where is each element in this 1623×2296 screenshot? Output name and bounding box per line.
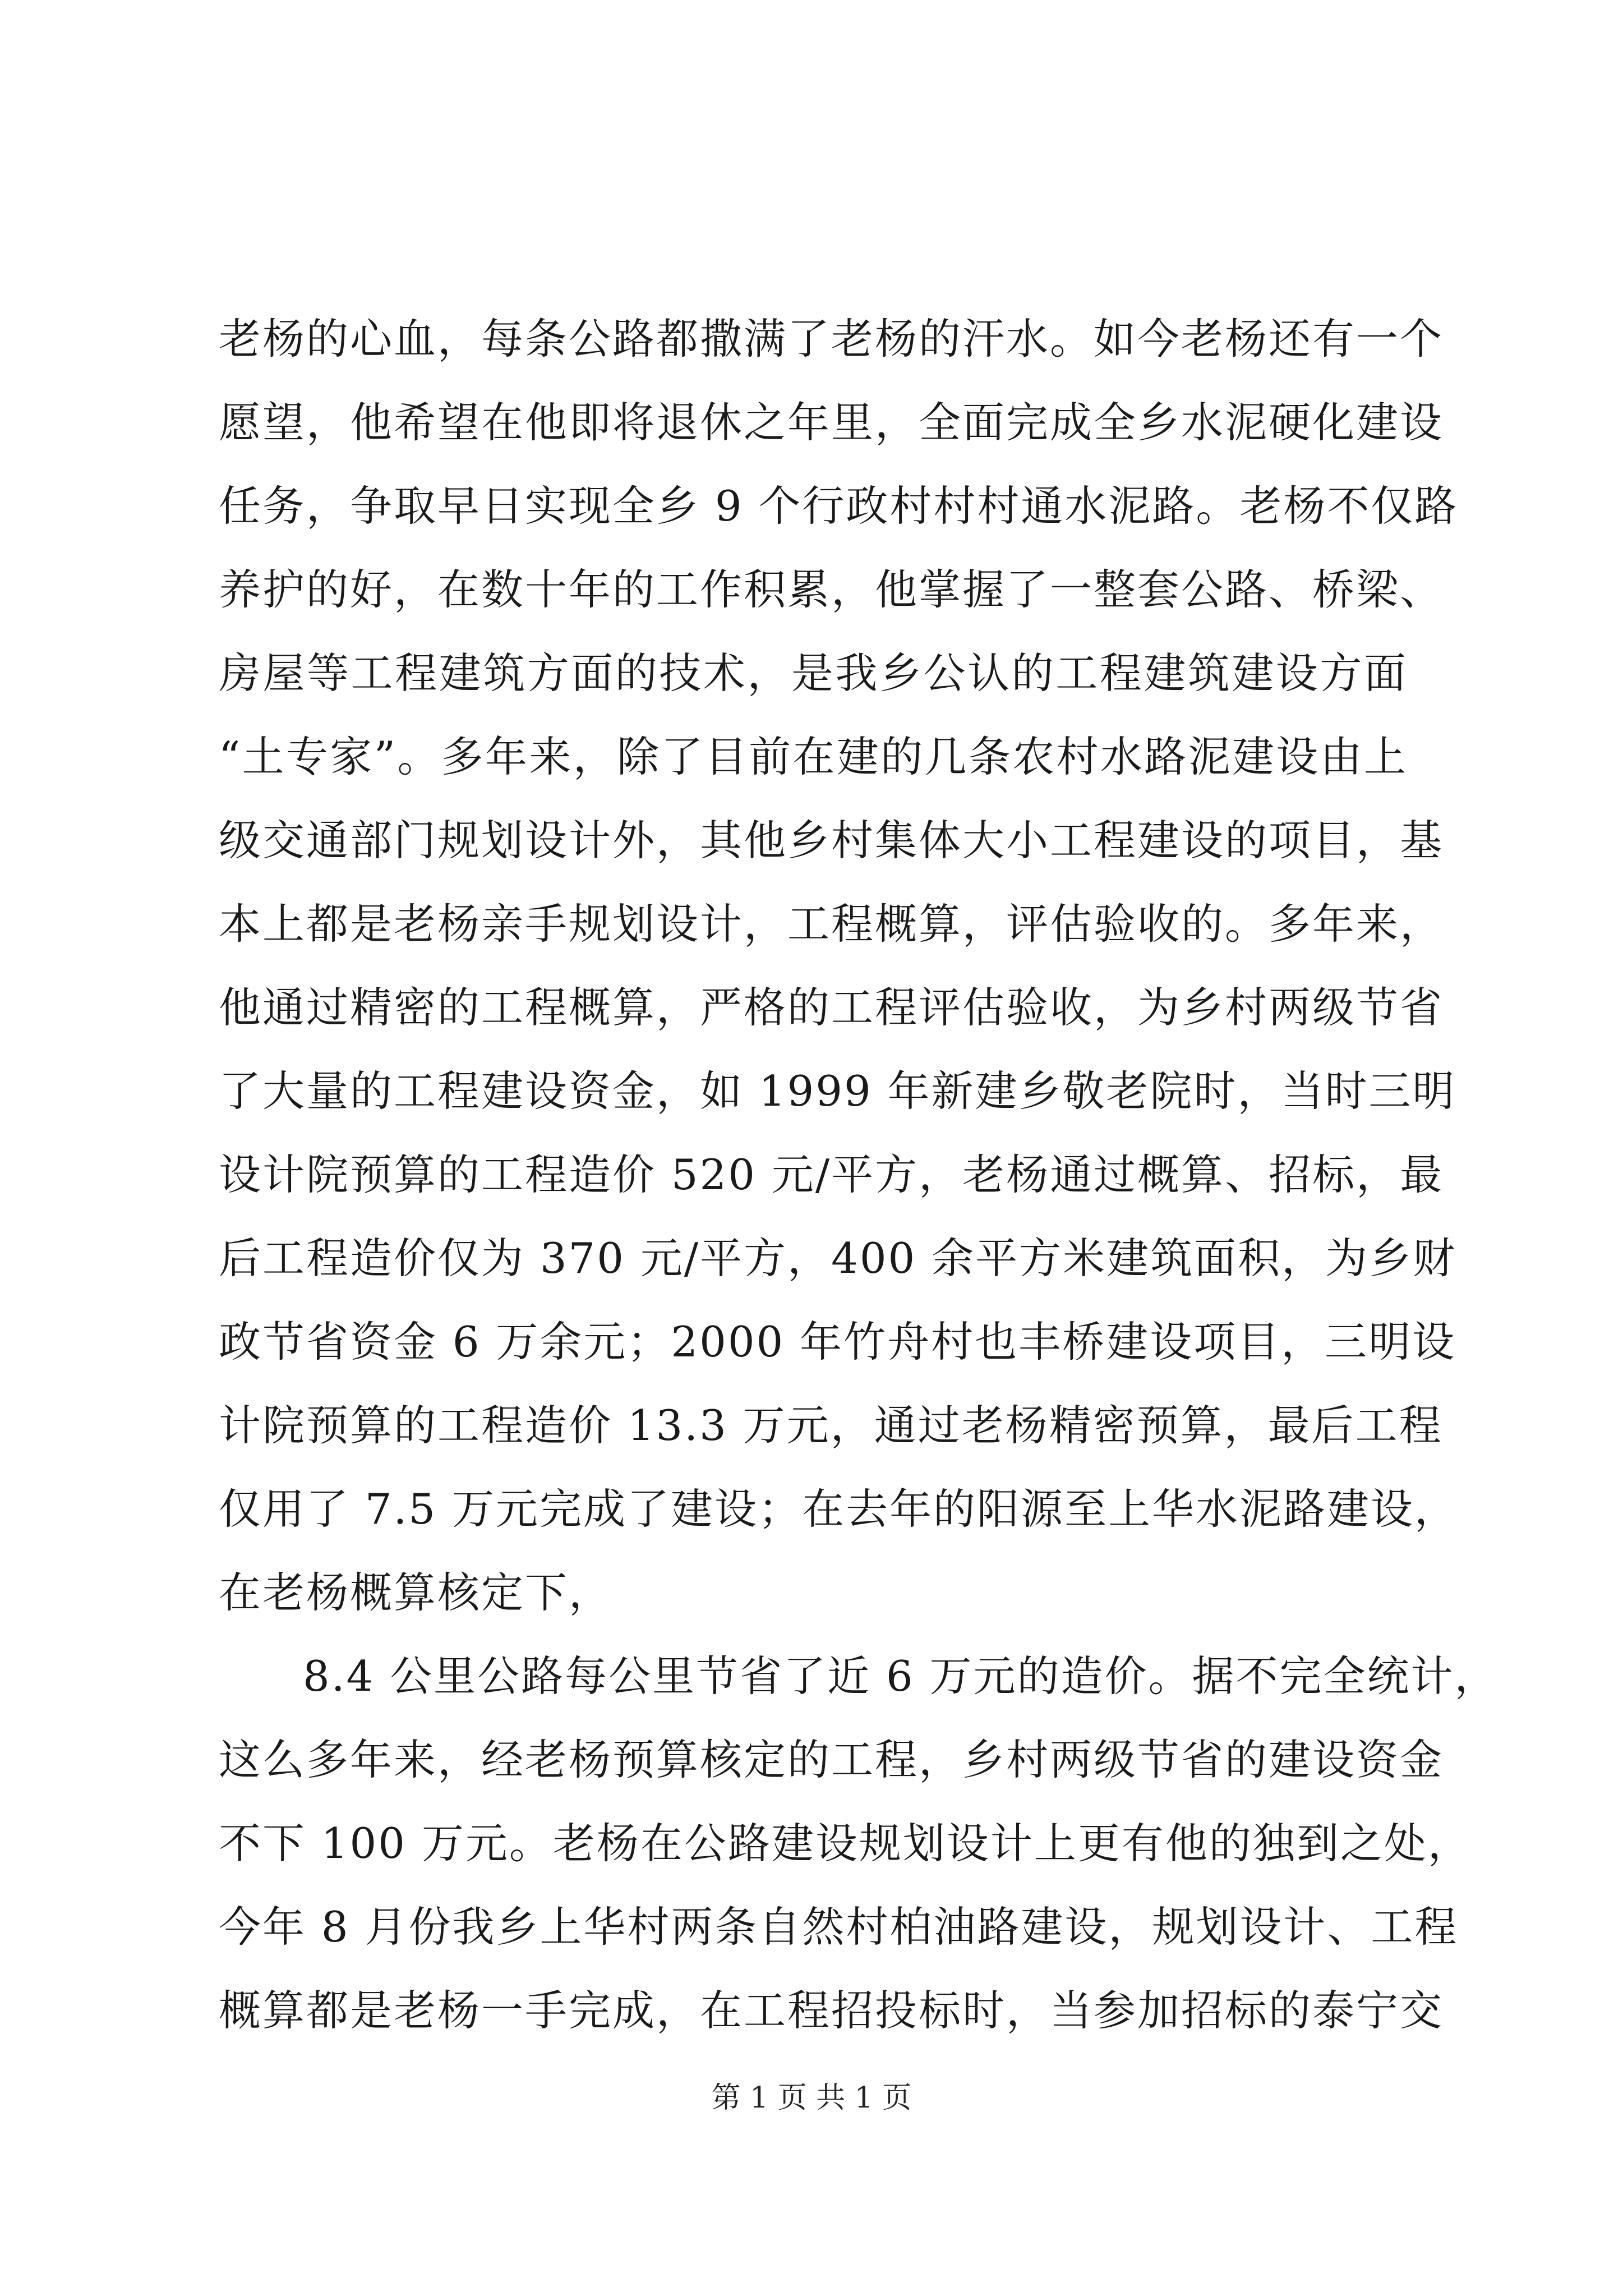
text-line: 今年 8 月份我乡上华村两条自然村柏油路建设，规划设计、工程 xyxy=(219,1902,1459,1952)
text-line: “土专家”。多年来，除了目前在建的几条农村水路泥建设由上 xyxy=(219,732,1408,781)
text-line: 这么多年来，经老杨预算核定的工程，乡村两级节省的建设资金 xyxy=(219,1735,1444,1784)
text-line: 本上都是老杨亲手规划设计，工程概算，评估验收的。多年来， xyxy=(219,899,1444,949)
text-line: 后工程造价仅为 370 元/平方，400 余平方米建筑面积，为乡财 xyxy=(219,1234,1457,1283)
text-line: 级交通部门规划设计外，其他乡村集体大小工程建设的项目，基 xyxy=(219,816,1444,865)
text-line: 概算都是老杨一手完成，在工程招投标时，当参加招标的泰宁交 xyxy=(219,1986,1444,2035)
paragraph-end-line: 在老杨概算核定下， xyxy=(219,1568,613,1617)
text-line: 房屋等工程建筑方面的技术，是我乡公认的工程建筑建设方面 xyxy=(219,648,1408,698)
text-line: 任务，争取早日实现全乡 9 个行政村村村通水泥路。老杨不仅路 xyxy=(219,481,1459,531)
paragraph-first-line: 8.4 公里公路每公里节省了近 6 万元的造价。据不完全统计， xyxy=(303,1651,1498,1701)
page-footer: 第 1 页 共 1 页 xyxy=(711,2081,912,2115)
text-line: 设计院预算的工程造价 520 元/平方，老杨通过概算、招标，最 xyxy=(219,1150,1444,1199)
text-line: 养护的好，在数十年的工作积累，他掌握了一整套公路、桥梁、 xyxy=(219,565,1444,614)
document-body xyxy=(219,297,1498,2053)
text-line: 政节省资金 6 万余元；2000 年竹舟村也丰桥建设项目，三明设 xyxy=(219,1317,1456,1366)
text-line: 仅用了 7.5 万元完成了建设；在去年的阳源至上华水泥路建设， xyxy=(219,1484,1458,1534)
text-line: 他通过精密的工程概算，严格的工程评估验收，为乡村两级节省 xyxy=(219,983,1444,1032)
text-line: 了大量的工程建设资金，如 1999 年新建乡敬老院时，当时三明 xyxy=(219,1066,1456,1116)
text-line: 老杨的心血，每条公路都撒满了老杨的汗水。如今老杨还有一个 xyxy=(219,314,1444,364)
text-line: 计院预算的工程造价 13.3 万元，通过老杨精密预算，最后工程 xyxy=(219,1401,1443,1450)
text-line: 不下 100 万元。老杨在公路建设规划设计上更有他的独到之处， xyxy=(219,1819,1472,1868)
text-line: 愿望，他希望在他即将退休之年里，全面完成全乡水泥硬化建设 xyxy=(219,398,1444,447)
